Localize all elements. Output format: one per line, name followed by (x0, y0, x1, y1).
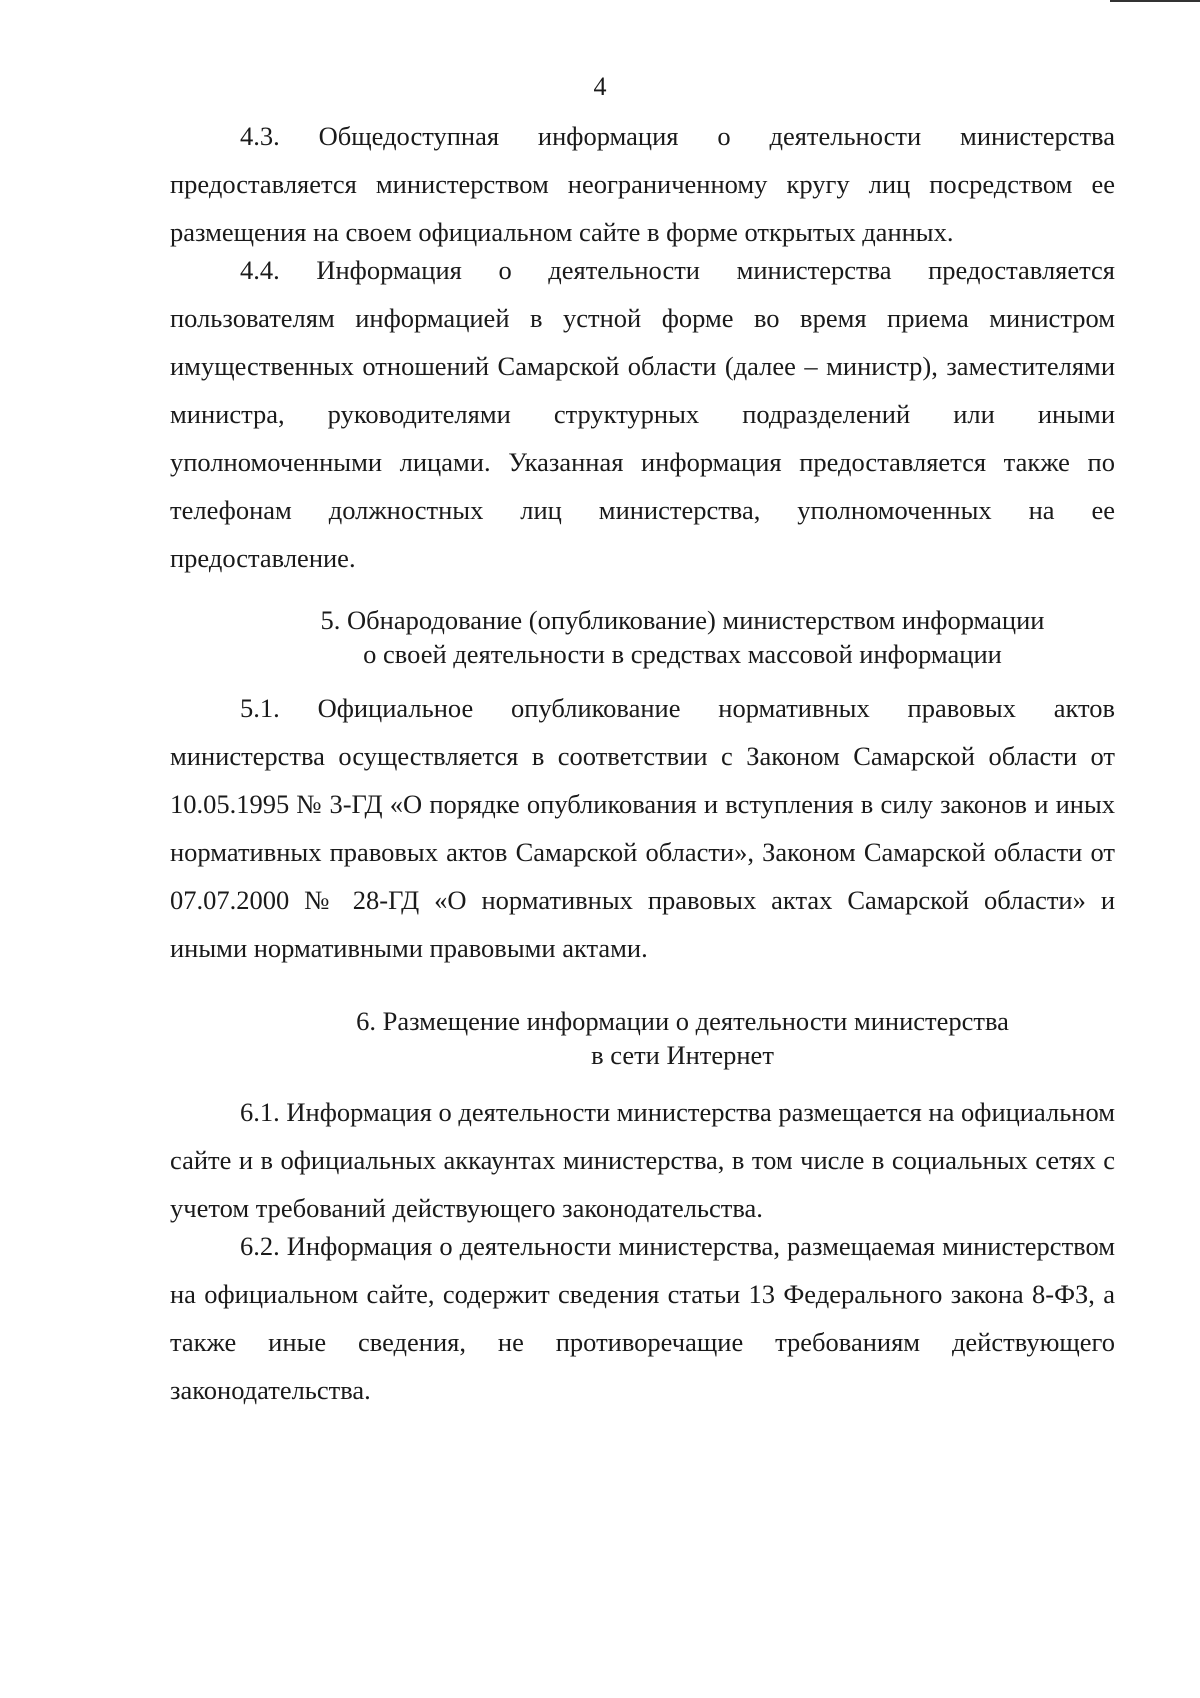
paragraph-4-4: 4.4. Информация о деятельности министерства предоставляется пользователям информацией в устной форме во время приема министром имущественных отношений Самарской области (далее – министр), заместителями министра, руководителями структурных подразделений или иными уполномоченными лицами. Указанная информация предоставляется также по телефонам должностных лиц министерства, уполномоченных на ее предоставление. (170, 255, 1115, 573)
section-5-heading-line-2: о своей деятельности в средствах массовой информации (363, 639, 1002, 669)
scan-edge-line (1110, 0, 1200, 2)
page-number: 4 (593, 72, 607, 101)
paragraph-6-2: 6.2. Информация о деятельности министерства, размещаемая министерством на официальном сайте, содержит сведения статьи 13 Федерального закона 8-ФЗ, а также иные сведения, не противоречащие требованиям действующего законодательства. (170, 1231, 1115, 1405)
paragraph-4-3: 4.3. Общедоступная информация о деятельности министерства предоставляется министерством неограниченному кругу лиц посредством ее размещения на своем официальном сайте в форме открытых данных. (170, 121, 1115, 247)
paragraph-5-1: 5.1. Официальное опубликование нормативных правовых актов министерства осуществляется в соответствии с Законом Самарской области от 10.05.1995 № 3-ГД «О порядке опубликования и вступления в силу законов и иных нормативных правовых актов Самарской области», Законом Самарской области от 07.07.2000 № 28-ГД «О нормативных правовых актах Самарской области» и иными нормативными правовыми актами. (170, 693, 1115, 963)
section-5-heading-line-1: 5. Обнародование (опубликование) министерством информации (320, 605, 1045, 635)
paragraph-6-1: 6.1. Информация о деятельности министерства размещается на официальном сайте и в официальных аккаунтах министерства, в том числе в социальных сетях с учетом требований действующего законодательства. (170, 1097, 1115, 1223)
section-6-heading (170, 1004, 1115, 1072)
section-5-heading (170, 603, 1115, 671)
section-6-heading-line-2: в сети Интернет (591, 1040, 774, 1070)
section-6-heading-line-1: 6. Размещение информации о деятельности министерства (356, 1006, 1009, 1036)
